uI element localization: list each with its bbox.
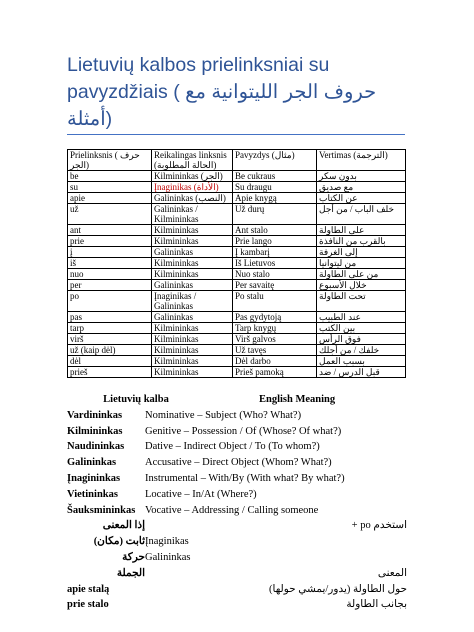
case-cell: Įnaginikas / Galininkas: [152, 291, 233, 312]
translation-cell: عن الكتاب: [317, 193, 406, 204]
case-name: حركة: [122, 551, 145, 563]
list-item: [67, 487, 407, 503]
example-cell: Už tavęs: [233, 345, 317, 356]
table-row: [68, 280, 406, 291]
header-required-case: Reikalingas linksnis (الحالة المطلوبة): [152, 150, 233, 171]
title-line-2-arabic: حروف الجر الليتوانية مع: [185, 81, 377, 103]
case-meanings-header: [67, 392, 407, 408]
translation-cell: عند الطبيب: [317, 312, 406, 323]
header-lithuanian: Lietuvių kalba: [103, 394, 169, 405]
translation-cell: خلف الباب / من أجل: [317, 204, 406, 225]
case-meaning: استخدم po +: [351, 520, 407, 532]
list-item: [67, 408, 407, 424]
case-meaning: بجانب الطاولة: [346, 599, 407, 611]
example-cell: Už durų: [233, 204, 317, 225]
case-name: Įnagininkas: [67, 472, 121, 484]
table-body: [68, 171, 406, 378]
preposition-cell: dėl: [68, 356, 152, 367]
table-row: [68, 247, 406, 258]
case-name: Kilmininkas: [67, 425, 123, 437]
preposition-cell: už: [68, 204, 152, 225]
title-line-1: Lietuvių kalbos prielinksniai su: [67, 54, 330, 76]
example-cell: Per savaitę: [233, 280, 317, 291]
case-cell: Kilmininkas: [152, 356, 233, 367]
preposition-cell: į: [68, 247, 152, 258]
translation-cell: بدون سكر: [317, 171, 406, 182]
case-cell: Galininkas (النصب): [152, 193, 233, 204]
case-name: إذا المعنى: [102, 520, 145, 532]
case-cell: Kilmininkas: [152, 236, 233, 247]
prepositions-table: [67, 149, 406, 378]
translation-cell: بالقرب من النافذة: [317, 236, 406, 247]
case-name: ثابت (مكان): [93, 536, 145, 548]
example-cell: Į kambarį: [233, 247, 317, 258]
example-cell: Be cukraus: [233, 171, 317, 182]
translation-cell: بسبب العمل: [317, 356, 406, 367]
preposition-cell: be: [68, 171, 152, 182]
list-item: [67, 471, 407, 487]
example-cell: Dėl darbo: [233, 356, 317, 367]
case-cell: Kilmininkas: [152, 367, 233, 378]
table-row: [68, 182, 406, 193]
example-cell: Su draugu: [233, 182, 317, 193]
case-meaning: Nominative – Subject (Who? What?): [145, 409, 302, 421]
case-meaning: Accusative – Direct Object (Whom? What?): [145, 457, 332, 469]
case-name: prie stalo: [67, 599, 109, 611]
example-cell: Pas gydytoją: [233, 312, 317, 323]
preposition-cell: prie: [68, 236, 152, 247]
table-row: [68, 171, 406, 182]
list-item: [67, 566, 407, 582]
example-cell: Nuo stalo: [233, 269, 317, 280]
list-item: [67, 424, 407, 440]
case-cell: Kilmininkas: [152, 334, 233, 345]
table-row: [68, 323, 406, 334]
table-row: [68, 204, 406, 225]
preposition-cell: ant: [68, 225, 152, 236]
table-row: [68, 345, 406, 356]
header-example: Pavyzdys (مثال): [233, 150, 317, 171]
preposition-cell: po: [68, 291, 152, 312]
example-cell: Apie knygą: [233, 193, 317, 204]
table-row: [68, 269, 406, 280]
case-meaning: Galininkas: [145, 551, 191, 563]
example-cell: Iš Lietuvos: [233, 258, 317, 269]
case-name: apie stalą: [67, 583, 110, 595]
table-header-row: [68, 150, 406, 171]
table-row: [68, 334, 406, 345]
translation-cell: على الطاولة: [317, 225, 406, 236]
example-cell: Virš galvos: [233, 334, 317, 345]
translation-cell: فوق الرأس: [317, 334, 406, 345]
list-item: [67, 582, 407, 598]
translation-cell: خلال الأسبوع: [317, 280, 406, 291]
preposition-cell: virš: [68, 334, 152, 345]
translation-cell: إلى الغرفة: [317, 247, 406, 258]
translation-cell: من ليتوانيا: [317, 258, 406, 269]
translation-cell: خلفك / من أجلك: [317, 345, 406, 356]
table-row: [68, 356, 406, 367]
example-cell: Ant stalo: [233, 225, 317, 236]
list-item: [67, 455, 407, 471]
case-meaning: Dative – Indirect Object / To (To whom?): [145, 441, 320, 453]
table-row: [68, 193, 406, 204]
list-item: [67, 503, 407, 519]
preposition-cell: už (kaip dėl): [68, 345, 152, 356]
title-line-3: أمثلة): [67, 108, 113, 130]
preposition-cell: iš: [68, 258, 152, 269]
translation-cell: تحت الطاولة: [317, 291, 406, 312]
table-row: [68, 225, 406, 236]
case-cell: Kilmininkas: [152, 258, 233, 269]
title-underline: [67, 134, 405, 135]
header-preposition: Prielinksnis ( حرف الجر): [68, 150, 152, 171]
case-cell: Kilmininkas: [152, 269, 233, 280]
case-cell: Kilmininkas: [152, 345, 233, 356]
case-name: Vietininkas: [67, 488, 118, 500]
translation-cell: بين الكتب: [317, 323, 406, 334]
case-meanings-rows: [67, 408, 407, 613]
list-item: [67, 550, 407, 566]
title-line-2-latin: pavyzdžiais (: [67, 81, 180, 103]
case-cell: Galininkas / Kilmininkas: [152, 204, 233, 225]
case-cell: Galininkas: [152, 312, 233, 323]
case-cell: Galininkas: [152, 280, 233, 291]
table-row: [68, 236, 406, 247]
preposition-cell: per: [68, 280, 152, 291]
case-meaning: المعنى: [377, 567, 407, 579]
case-name: Galininkas: [67, 457, 117, 469]
case-meaning: Instrumental – With/By (With what? By what?): [145, 472, 345, 484]
title-line-2: [67, 79, 412, 106]
example-cell: Prieš pamoką: [233, 367, 317, 378]
table-row: [68, 291, 406, 312]
list-item: [67, 534, 407, 550]
example-cell: Tarp knygų: [233, 323, 317, 334]
preposition-cell: prieš: [68, 367, 152, 378]
list-item: [67, 597, 407, 613]
table-row: [68, 367, 406, 378]
case-name: الجملة: [116, 567, 145, 579]
translation-cell: من على الطاولة: [317, 269, 406, 280]
preposition-cell: tarp: [68, 323, 152, 334]
case-name: Šauksmininkas: [67, 504, 136, 516]
list-item: [67, 518, 407, 534]
list-item: [67, 439, 407, 455]
table-row: [68, 312, 406, 323]
document-title: [67, 52, 412, 133]
case-cell: Kilmininkas (الجر): [152, 171, 233, 182]
table-row: [68, 258, 406, 269]
translation-cell: مع صديق: [317, 182, 406, 193]
case-meanings-list: [67, 392, 407, 613]
case-name: Vardininkas: [67, 409, 123, 421]
case-meaning: حول الطاولة (يدور/يمشي حولها): [269, 583, 407, 595]
case-cell: Kilmininkas: [152, 323, 233, 334]
example-cell: Prie lango: [233, 236, 317, 247]
header-english: English Meaning: [259, 394, 336, 405]
preposition-cell: pas: [68, 312, 152, 323]
case-meaning: Locative – In/At (Where?): [145, 488, 257, 500]
translation-cell: قبل الدرس / ضد: [317, 367, 406, 378]
preposition-cell: nuo: [68, 269, 152, 280]
case-cell: Galininkas: [152, 247, 233, 258]
example-cell: Po stalu: [233, 291, 317, 312]
case-name: Naudininkas: [67, 441, 125, 453]
case-cell: Kilmininkas: [152, 225, 233, 236]
case-meaning: Įnaginikas: [145, 536, 189, 548]
header-translation: Vertimas (الترجمة): [317, 150, 406, 171]
case-meaning: Vocative – Addressing / Calling someone: [145, 504, 319, 516]
case-meaning: Genitive – Possession / Of (Whose? Of what?): [145, 425, 342, 437]
case-cell: Įnaginikas (الأداة): [152, 182, 233, 193]
preposition-cell: apie: [68, 193, 152, 204]
preposition-cell: su: [68, 182, 152, 193]
